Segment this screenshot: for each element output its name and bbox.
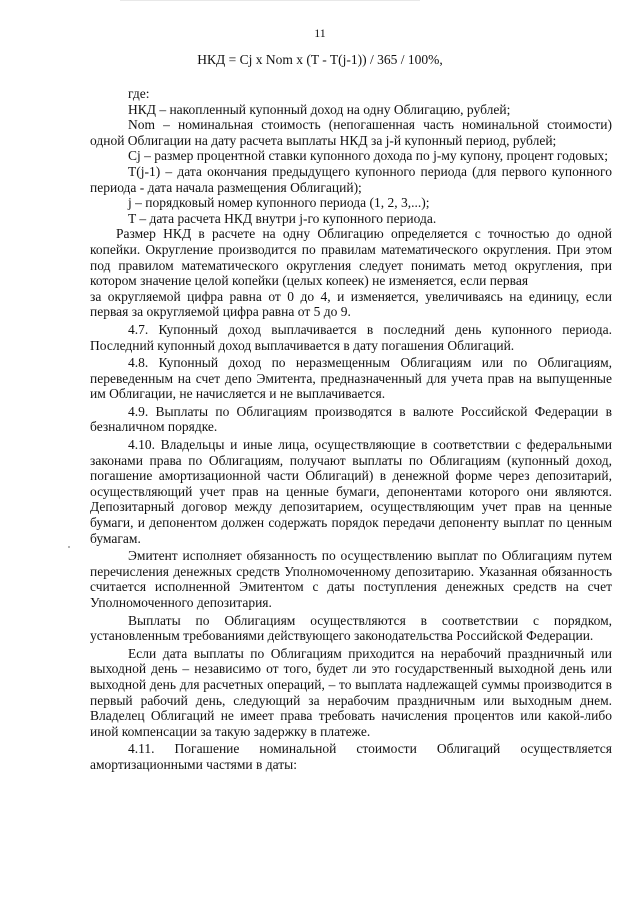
paragraph-issuer-obligation: Эмитент исполняет обязанность по осуществлению выплат по Облигациям путем перечисления денежных средств Уполномоченному депозитарию. Указанная обязанность считается исполненной Эмитентом с даты поступления денежных средств на счет Уполномоченного депозитария. — [90, 548, 612, 610]
paragraph-def-nom: Nom – номинальная стоимость (непогашенная часть номинальной стоимости) одной Облигации на дату расчета выплаты НКД за j-й купонный период, рублей; — [90, 117, 612, 148]
scan-speck — [68, 546, 70, 548]
document-body — [90, 86, 612, 773]
paragraph-def-t: T – дата расчета НКД внутри j-го купонного периода. — [128, 210, 437, 226]
paragraph-rounding: Размер НКД в расчете на одну Облигацию определяется с точностью до одной копейки. Округление производится по правилам математического округления. При этом под правилом математического округления следует понимать метод округления, при котором значение целой копейки (целых копеек) не изменяется, если первая — [90, 226, 612, 289]
paragraph-4-11: 4.11. Погашение номинальной стоимости Облигаций осуществляется амортизационными частями в даты: — [90, 741, 612, 772]
paragraph-def-tj1: T(j-1) – дата окончания предыдущего купонного периода (для первого купонного периода - дата начала размещения Облигаций); — [90, 163, 612, 195]
paragraph-4-9: 4.9. Выплаты по Облигациям производятся в валюте Российской Федерации в безналичном порядке. — [90, 403, 612, 435]
paragraph-where: где: — [128, 86, 150, 101]
paragraph-4-10: 4.10. Владельцы и иные лица, осуществляющие в соответствии с федеральными законами права по Облигациям, получают выплаты по Облигациям (купонный доход, погашение амортизационной части Облигаций) в денежной форме через депозитарий, осуществляющий учет прав на ценные бумаги, депонентами которого они являются. Депозитарный договор между депозитарием, осуществляющим учет прав на ценные бумаги, и депонентом должен содержать порядок передачи депоненту выплат по ценным бумагам. — [90, 437, 612, 546]
paragraph-4-8: 4.8. Купонный доход по неразмещенным Облигациям или по Облигациям, переведенным на счет депо Эмитента, предназначенный для учета прав на выпущенные им Облигации, не начисляется и не выплачивается. — [90, 355, 612, 402]
paragraph-4-7: 4.7. Купонный доход выплачивается в последний день купонного периода. Последний купонный доход выплачивается в дату погашения Облигаций. — [90, 321, 612, 353]
paragraph-payments-order: Выплаты по Облигациям осуществляются в соответствии с порядком, установленным требованиями действующего законодательства Российской Федерации. — [90, 612, 612, 644]
paragraph-rounding-cont: за округляемой цифра равна от 0 до 4, и изменяется, увеличиваясь на единицу, если первая за округляемой цифра равна от 5 до 9. — [90, 288, 612, 320]
paragraph-def-j: j – порядковый номер купонного периода (1, 2, 3,...); — [128, 195, 430, 211]
paragraph-def-nkd: НКД – накопленный купонный доход на одну Облигацию, рублей; — [128, 101, 511, 117]
scan-edge-line — [120, 0, 420, 1]
paragraph-holiday-rule: Если дата выплаты по Облигациям приходится на нерабочий праздничный или выходной день – независимо от того, будет ли это государственный выходной день или выходной день для расчетных операций, – то выплата надлежащей суммы производится в первый рабочий день, следующий за нерабочим праздничным или выходным днем. Владелец Облигаций не имеет права требовать начисления процентов или какой-либо иной компенсации за такую задержку в платеже. — [90, 645, 612, 739]
paragraph-def-cj: Cj – размер процентной ставки купонного дохода по j-му купону, процент годовых; — [128, 148, 609, 164]
nkd-formula: НКД = Cj x Nom x (T - T(j-1)) / 365 / 100%, — [197, 52, 443, 67]
page-number: 11 — [314, 26, 326, 40]
